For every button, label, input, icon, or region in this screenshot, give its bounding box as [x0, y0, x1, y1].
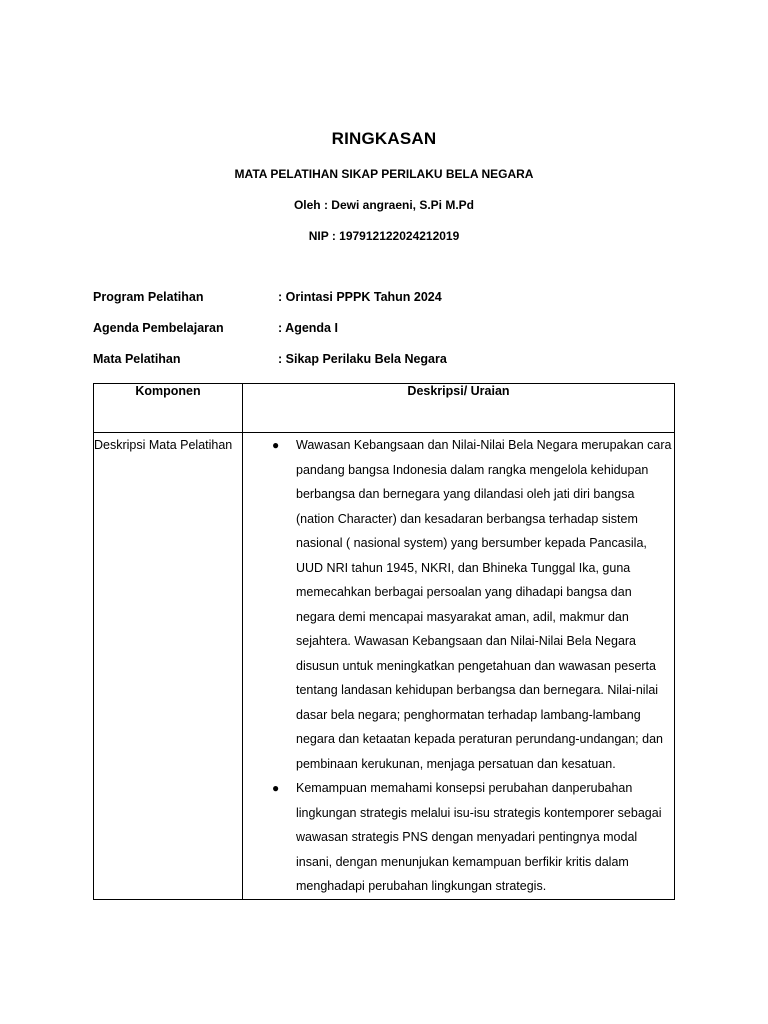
deskripsi-list — [243, 433, 674, 899]
table-header-deskripsi: Deskripsi/ Uraian — [243, 384, 675, 433]
list-item-text: Wawasan Kebangsaan dan Nilai-Nilai Bela Negara merupakan cara pandang bangsa Indonesia dalam rangka mengelola kehidupan berbangsa dan bernegara yang dilandasi oleh jati diri bangsa (nation Character) dan kesadaran berbangsa terhadap sistem nasional ( nasional system) yang bersumber kepada Pancasila, UUD NRI tahun 1945, NKRI, dan Bhineka Tunggal Ika, guna memecahkan berbagai persoalan yang dihadapi bangsa dan negara demi mencapai masyarakat aman, adil, makmur dan sejahtera. Wawasan Kebangsaan dan Nilai-Nilai Bela Negara disusun untuk meningkatkan pengetahuan dan wawasan peserta tentang landasan kehidupan berbangsa dan bernegara. Nilai-nilai dasar bela negara; penghormatan terhadap lambang-lambang negara dan ketaatan kepada peraturan perundang-undangan; dan pembinaan kerukunan, menjaga persatuan dan kesatuan. — [296, 438, 672, 771]
list-item — [243, 433, 674, 776]
document-author: Oleh : Dewi angraeni, S.Pi M.Pd — [293, 198, 475, 212]
info-label: Program Pelatihan — [93, 290, 204, 304]
summary-table — [93, 383, 675, 900]
info-label: Mata Pelatihan — [93, 352, 181, 366]
bullet-icon: ● — [272, 781, 280, 795]
list-item — [243, 776, 674, 899]
info-label: Agenda Pembelajaran — [93, 321, 224, 335]
document-title: RINGKASAN — [331, 129, 437, 148]
bullet-icon: ● — [272, 438, 280, 452]
table-header-row — [94, 384, 675, 433]
info-value: : Agenda I — [278, 321, 338, 335]
list-item-text: Kemampuan memahami konsepsi perubahan danperubahan lingkungan strategis melalui isu-isu strategis kontemporer sebagai wawasan strategis PNS dengan menyadari pentingnya modal insani, dengan menunjukan kemampuan berfikir kritis dalam menghadapi perubahan lingkungan strategis. — [296, 781, 662, 893]
info-value: : Sikap Perilaku Bela Negara — [278, 352, 447, 366]
komponen-cell: Deskripsi Mata Pelatihan — [94, 433, 243, 900]
table-row — [94, 433, 675, 900]
table-header-komponen: Komponen — [94, 384, 243, 433]
document-subtitle: MATA PELATIHAN SIKAP PERILAKU BELA NEGARA — [234, 167, 534, 181]
info-value: : Orintasi PPPK Tahun 2024 — [278, 290, 442, 304]
deskripsi-cell — [243, 433, 675, 900]
document-nip: NIP : 197912122024212019 — [308, 229, 460, 243]
